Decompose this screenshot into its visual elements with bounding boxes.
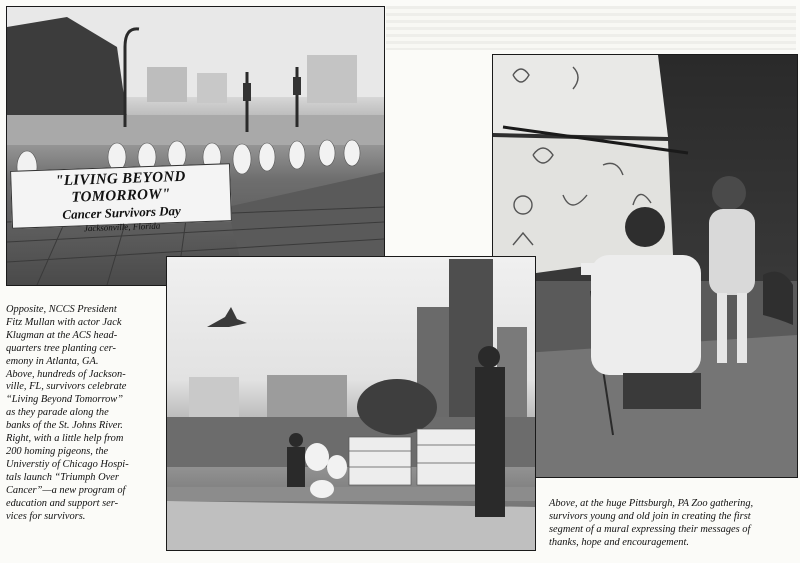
caption-line: banks of the St. Johns River.	[6, 420, 123, 432]
parade-scene	[7, 7, 384, 285]
caption-line: Above, at the huge Pittsburgh, PA Zoo gathering,	[549, 498, 754, 509]
right-caption	[549, 498, 799, 550]
caption-line: Above, hundreds of Jackson-	[6, 368, 126, 380]
parade-banner	[10, 163, 232, 234]
caption-line: “Living Beyond Tomorrow”	[6, 394, 124, 406]
caption-line: Opposite, NCCS President	[6, 304, 117, 315]
left-caption	[6, 304, 166, 523]
caption-line: Klugman at the ACS head-	[6, 329, 118, 341]
parade-photo	[6, 6, 385, 286]
pigeon-release-photo	[166, 256, 536, 551]
banner-line-3: Jacksonville, Florida	[83, 220, 161, 234]
mural-scene	[493, 55, 797, 477]
caption-line: vices for survivors.	[6, 510, 86, 522]
caption-line: Universtiy of Chicago Hospi-	[6, 458, 129, 470]
caption-line: Fitz Mullan with actor Jack	[6, 316, 122, 328]
pigeon-scene	[167, 257, 535, 550]
caption-line: quarters tree planting cer-	[6, 342, 116, 354]
caption-line: Right, with a little help from	[6, 433, 124, 445]
caption-line: Cancer”—a new program of	[6, 484, 126, 496]
caption-line: 200 homing pigeons, the	[6, 445, 109, 457]
banner-line-1: "LIVING BEYOND TOMORROW"	[54, 168, 186, 206]
caption-line: survivors young and old join in creating the first	[549, 510, 751, 522]
caption-line: tals launch “Triumph Over	[6, 471, 119, 483]
bleed-through-text	[386, 6, 796, 50]
mural-photo	[492, 54, 798, 478]
caption-line: thanks, hope and encouragement.	[549, 536, 689, 548]
caption-line: emony in Atlanta, GA.	[6, 355, 99, 367]
caption-line: as they parade along the	[6, 407, 109, 419]
caption-line: ville, FL, survivors celebrate	[6, 381, 127, 393]
caption-line: education and support ser-	[6, 497, 119, 509]
banner-line-2: Cancer Survivors Day	[62, 202, 182, 223]
caption-line: segment of a mural expressing their messages of	[549, 523, 751, 535]
